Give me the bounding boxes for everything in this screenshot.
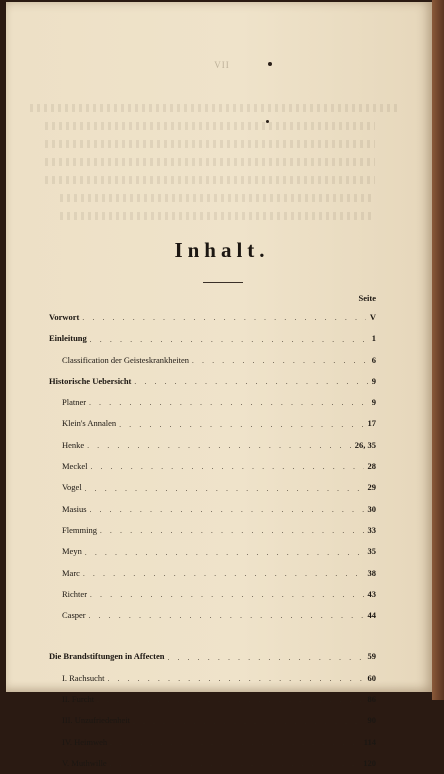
toc-entry-label: IV. Heimweh — [62, 736, 108, 747]
toc-entry — [49, 732, 376, 753]
toc-entry-page: 114 — [363, 736, 376, 747]
toc-entry-page: 35 — [367, 546, 376, 557]
toc-entry-page: 26, 35 — [354, 439, 376, 450]
toc-entry — [49, 646, 376, 667]
toc-entry — [49, 392, 376, 413]
title-divider — [203, 282, 243, 283]
toc-entry-label: Vogel — [62, 482, 82, 493]
show-through-line — [30, 104, 400, 112]
toc-entry-label: Henke — [62, 439, 85, 450]
section-gap — [49, 626, 376, 646]
toc-entry-page: 33 — [367, 524, 376, 535]
dot-leader — [87, 437, 351, 456]
toc-entry — [49, 753, 376, 774]
dot-leader — [91, 458, 364, 477]
page-number-header: VII — [214, 60, 230, 70]
toc-entry-page: 17 — [367, 418, 376, 429]
dot-leader — [89, 394, 368, 413]
toc-entry-label: Klein's Annalen — [62, 418, 117, 429]
toc-entry-page: 59 — [367, 651, 376, 662]
toc-entry — [49, 328, 376, 349]
dot-leader — [97, 691, 363, 710]
dot-leader — [90, 331, 368, 350]
toc-entry — [49, 541, 376, 562]
toc-entry-label: V. Muthwille — [62, 757, 107, 768]
toc-entry — [49, 563, 376, 584]
dot-leader — [192, 352, 368, 371]
toc-entry — [49, 499, 376, 520]
toc-entry — [49, 371, 376, 392]
toc-entry — [49, 584, 376, 605]
toc-entry-label: II. Furcht — [62, 694, 95, 705]
toc-entry-page: 86 — [367, 694, 376, 705]
toc-entry-page: 60 — [367, 672, 376, 683]
dot-leader — [108, 670, 364, 689]
page-title: Inhalt. — [174, 238, 270, 262]
toc-entry-page: 28 — [367, 461, 376, 472]
toc-entry-page: 38 — [367, 567, 376, 578]
dot-leader — [83, 565, 364, 584]
page-column-header: Seite — [358, 293, 376, 303]
toc-entry-label: Meyn — [62, 546, 82, 557]
toc-entry — [49, 307, 376, 328]
toc-entry — [49, 710, 376, 731]
dot-leader — [110, 755, 360, 774]
toc-entry-page: 9 — [371, 375, 376, 386]
toc-entry-page: 1 — [371, 333, 376, 344]
toc-entry — [49, 668, 376, 689]
toc-entry — [49, 413, 376, 434]
dot-leader — [100, 522, 364, 541]
show-through-line — [45, 122, 375, 130]
dot-leader — [82, 309, 365, 328]
dot-leader — [119, 416, 363, 435]
toc-entry — [49, 435, 376, 456]
dot-leader — [89, 607, 364, 626]
dot-leader — [167, 649, 363, 668]
toc-entry-label: Flemming — [62, 524, 97, 535]
dot-leader — [90, 586, 363, 605]
toc-entry-label: III. Unzufriedenheit — [62, 715, 130, 726]
dot-leader — [85, 544, 364, 563]
toc-entry-page: 120 — [363, 757, 376, 768]
show-through-line — [60, 212, 375, 220]
toc-entry-label: Classification der Geisteskrankheiten — [62, 354, 189, 365]
show-through-line — [60, 194, 375, 202]
toc-entry-page: 29 — [367, 482, 376, 493]
toc-entry-label: Meckel — [62, 461, 88, 472]
toc-entry-label: Masius — [62, 503, 87, 514]
toc-entry-page: 9 — [371, 397, 376, 408]
toc-entry-label: Historische Uebersicht — [49, 375, 132, 386]
toc-entry-label: Vorwort — [49, 312, 80, 322]
dot-leader — [110, 734, 360, 753]
toc-entry-label: Casper — [62, 610, 86, 621]
toc-entry-page: V — [369, 312, 376, 322]
table-of-contents — [49, 287, 376, 774]
toc-entry-page: 6 — [371, 354, 376, 365]
toc-entry-label: Platner — [62, 397, 87, 408]
toc-entry-page: 44 — [367, 610, 376, 621]
toc-entry — [49, 456, 376, 477]
toc-entry — [49, 520, 376, 541]
show-through-line — [45, 176, 375, 184]
dot-leader — [133, 713, 364, 732]
dot-leader — [134, 373, 367, 392]
ink-spot — [266, 120, 269, 123]
toc-entry — [49, 605, 376, 626]
show-through-line — [45, 158, 375, 166]
toc-entry-label: Einleitung — [49, 333, 87, 344]
toc-entry-page: 30 — [367, 503, 376, 514]
book-spine-edge — [432, 0, 444, 700]
dot-leader — [90, 501, 364, 520]
toc-entry-page: 43 — [367, 588, 376, 599]
show-through-line — [45, 140, 375, 148]
toc-entry-label: Richter — [62, 588, 88, 599]
dot-leader — [85, 480, 364, 499]
toc-entry — [49, 477, 376, 498]
toc-entry-label: Die Brandstiftungen in Affecten — [49, 651, 165, 662]
toc-entry-label: Marc — [62, 567, 80, 578]
toc-entry-label: I. Rachsucht — [62, 672, 105, 683]
toc-entry — [49, 350, 376, 371]
ink-spot — [268, 62, 272, 66]
toc-entry-page: 90 — [367, 715, 376, 726]
